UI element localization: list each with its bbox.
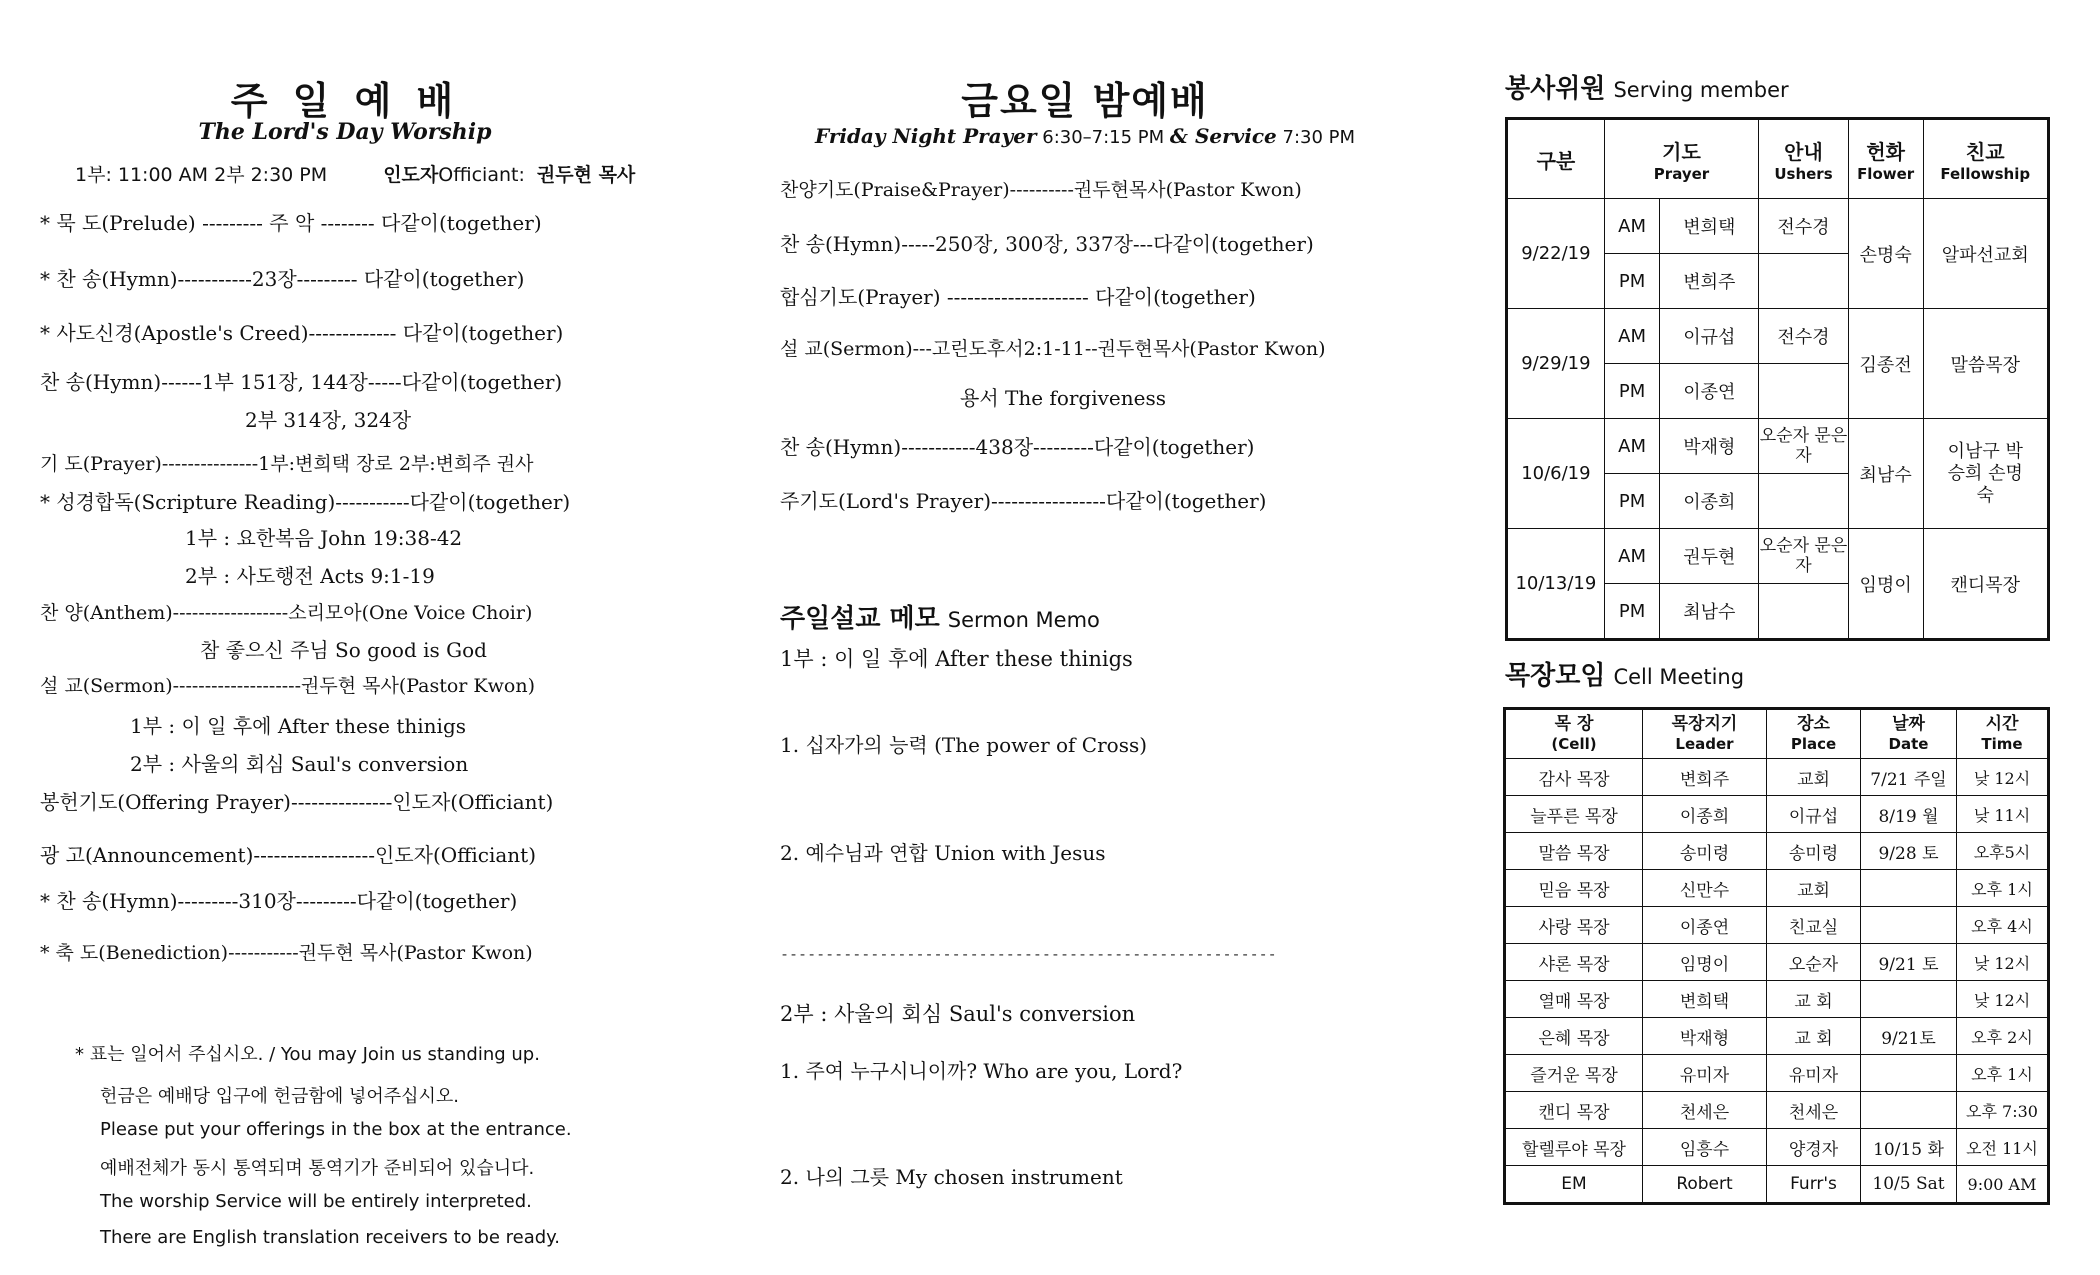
- pm-prayer: 이종연: [1660, 364, 1759, 419]
- scripture-part2: 2부 : 사도행전 Acts 9:1-19: [185, 564, 435, 588]
- friday-lords-prayer: 주기도(Lord's Prayer)-----------------다같이(together): [780, 489, 1267, 513]
- anthem-title: 참 좋으신 주님 So good is God: [200, 638, 487, 662]
- friday-prayer-label: Friday Night Prayer: [814, 124, 1037, 148]
- order-hymn-2: 찬 송(Hymn)------1부 151장, 144장-----다같이(together): [40, 370, 563, 394]
- am-label: AM: [1604, 309, 1660, 364]
- header-prayer-ko: 기도: [1662, 139, 1701, 164]
- cell-date: 10/5 Sat: [1861, 1166, 1957, 1204]
- memo-heading: [780, 598, 1100, 635]
- am-prayer: 변희택: [1660, 199, 1759, 254]
- order-offering-prayer: 봉헌기도(Offering Prayer)---------------인도자(Officiant): [40, 790, 554, 814]
- cell-place: Furr's: [1767, 1166, 1861, 1204]
- sermon-part1: 1부 : 이 일 후에 After these thinigs: [130, 714, 467, 738]
- sunday-times-line: [75, 160, 635, 187]
- header-cell: [1505, 709, 1643, 759]
- cell-table-body: [1505, 759, 2049, 1204]
- table-row: [1505, 944, 2049, 981]
- cell-name: 말씀 목장: [1505, 833, 1643, 870]
- header-flower-en: Flower: [1857, 164, 1915, 183]
- table-row: [1505, 1166, 2049, 1204]
- header-leader-ko: 목장지기: [1671, 714, 1738, 734]
- note-offering-en: Please put your offerings in the box at the entrance.: [100, 1119, 572, 1140]
- am-usher: 전수경: [1759, 309, 1849, 364]
- flower: 손명숙: [1848, 199, 1923, 309]
- fellowship: 알파선교회: [1923, 199, 2049, 309]
- serving-heading-en: Serving member: [1613, 78, 1789, 102]
- friday-united-prayer: 합심기도(Prayer) --------------------- 다같이(together): [780, 285, 1256, 309]
- cell-name: 할렐루야 목장: [1505, 1129, 1643, 1166]
- table-row: [1505, 1055, 2049, 1092]
- cell-date: [1861, 981, 1957, 1018]
- cell-time: 오후 7:30: [1957, 1092, 2049, 1129]
- header-ushers-en: Ushers: [1774, 164, 1833, 183]
- cell-name: 즐거운 목장: [1505, 1055, 1643, 1092]
- order-sermon: 설 교(Sermon)--------------------권두현 목사(Pastor Kwon): [40, 675, 535, 697]
- cell-date: [1861, 870, 1957, 907]
- cell-leader: 이종연: [1643, 907, 1767, 944]
- cell-time: 오후 4시: [1957, 907, 2049, 944]
- header-place-en: Place: [1790, 735, 1837, 753]
- cell-date: [1861, 907, 1957, 944]
- cell-heading: [1505, 655, 1744, 692]
- am-usher: 오순자 문은자: [1759, 529, 1849, 584]
- order-hymn-1: * 찬 송(Hymn)-----------23장--------- 다같이(together): [40, 267, 525, 291]
- header-ushers-ko: 안내: [1784, 139, 1823, 164]
- pm-label: PM: [1604, 254, 1660, 309]
- cell-date: 9/21 토: [1861, 944, 1957, 981]
- header-cell-ko: 목 장: [1554, 714, 1594, 734]
- cell-header-row: [1505, 709, 2049, 759]
- cell-meeting-table: [1503, 707, 2050, 1205]
- header-time-en: Time: [1981, 735, 2023, 753]
- table-row: [1507, 529, 2049, 584]
- fellowship: 이남구 박승희 손명숙: [1923, 419, 2049, 529]
- cell-name: 믿음 목장: [1505, 870, 1643, 907]
- memo-divider: -------------------------------------------------------: [780, 945, 1277, 963]
- table-row: [1505, 1129, 2049, 1166]
- cell-heading-en: Cell Meeting: [1613, 665, 1745, 689]
- friday-hymn-1: 찬 송(Hymn)-----250장, 300장, 337장---다같이(together): [780, 232, 1314, 256]
- table-row: [1507, 419, 2049, 474]
- serving-header-row: [1507, 119, 2049, 199]
- cell-time: 오후 2시: [1957, 1018, 2049, 1055]
- flower: 임명이: [1848, 529, 1923, 640]
- header-ushers: [1759, 119, 1849, 199]
- table-row: [1505, 1092, 2049, 1129]
- cell-time: 9:00 AM: [1957, 1166, 2049, 1204]
- note-offering-ko: 헌금은 예배당 입구에 헌금함에 넣어주십시오.: [100, 1086, 459, 1107]
- header-prayer-en: Prayer: [1653, 164, 1710, 183]
- header-date: [1861, 709, 1957, 759]
- header-leader: [1643, 709, 1767, 759]
- cell-leader: 박재형: [1643, 1018, 1767, 1055]
- cell-place: 유미자: [1767, 1055, 1861, 1092]
- table-row: [1505, 870, 2049, 907]
- note-receivers-en: There are English translation receivers to be ready.: [100, 1227, 560, 1248]
- header-prayer: [1604, 119, 1758, 199]
- cell-place: 교 회: [1767, 1018, 1861, 1055]
- order-benediction: * 축 도(Benediction)-----------권두현 목사(Pastor Kwon): [40, 942, 533, 964]
- header-fellowship-ko: 친교: [1965, 139, 2005, 164]
- cell-date: 10/15 화: [1861, 1129, 1957, 1166]
- sermon-part2: 2부 : 사울의 회심 Saul's conversion: [130, 752, 469, 776]
- order-announcement: 광 고(Announcement)------------------인도자(Officiant): [40, 843, 537, 867]
- cell-name: 사랑 목장: [1505, 907, 1643, 944]
- order-anthem: 찬 양(Anthem)------------------소리모아(One Voice Choir): [40, 602, 533, 624]
- note-interpretation-en: The worship Service will be entirely interpreted.: [100, 1191, 532, 1212]
- cell-date: 7/21 주일: [1861, 759, 1957, 796]
- flower: 최남수: [1848, 419, 1923, 529]
- cell-date: [1861, 1092, 1957, 1129]
- cell-leader: 송미령: [1643, 833, 1767, 870]
- order-prelude: * 묵 도(Prelude) --------- 주 악 -------- 다같이(together): [40, 211, 542, 235]
- friday-prayer-time: 6:30–7:15 PM: [1036, 127, 1170, 148]
- order-apostles-creed: * 사도신경(Apostle's Creed)------------- 다같이(together): [40, 321, 564, 345]
- cell-name: 샤론 목장: [1505, 944, 1643, 981]
- order-prayer: 기 도(Prayer)---------------1부:변희택 장로 2부:변희주 권사: [40, 453, 534, 475]
- cell-leader: 천세은: [1643, 1092, 1767, 1129]
- fellowship: 캔디목장: [1923, 529, 2049, 640]
- cell-place: 교회: [1767, 870, 1861, 907]
- am-usher: 오순자 문은자: [1759, 419, 1849, 474]
- memo-item2: 2. 예수님과 연합 Union with Jesus: [780, 841, 1106, 865]
- friday-sermon: 설 교(Sermon)---고린도후서2:1-11--권두현목사(Pastor Kwon): [780, 338, 1326, 360]
- memo-part2: 2부 : 사울의 회심 Saul's conversion: [780, 1002, 1136, 1026]
- memo-item3: 1. 주여 누구시니이까? Who are you, Lord?: [780, 1059, 1183, 1083]
- officiant-label-en: Officiant:: [438, 164, 525, 186]
- friday-sermon-title: 용서 The forgiveness: [960, 386, 1166, 410]
- memo-heading-ko: 주일설교 메모: [780, 604, 940, 634]
- cell-leader: 변희택: [1643, 981, 1767, 1018]
- pm-prayer: 최남수: [1660, 584, 1759, 640]
- friday-subtitle: [775, 124, 1395, 148]
- cell-time: 낮 11시: [1957, 796, 2049, 833]
- fellowship: 말씀목장: [1923, 309, 2049, 419]
- cell-date: 8/19 월: [1861, 796, 1957, 833]
- header-fellowship-en: Fellowship: [1940, 164, 2031, 183]
- table-row: [1505, 981, 2049, 1018]
- pm-label: PM: [1604, 364, 1660, 419]
- cell-place: 교 회: [1767, 981, 1861, 1018]
- pm-usher: [1759, 254, 1849, 309]
- am-usher: 전수경: [1759, 199, 1849, 254]
- cell-time: 낮 12시: [1957, 759, 2049, 796]
- serve-date: 9/22/19: [1507, 199, 1605, 309]
- serve-date: 10/6/19: [1507, 419, 1605, 529]
- pm-label: PM: [1604, 474, 1660, 529]
- cell-place: 천세은: [1767, 1092, 1861, 1129]
- cell-place: 송미령: [1767, 833, 1861, 870]
- header-fellowship: [1923, 119, 2049, 199]
- cell-name: EM: [1505, 1166, 1643, 1204]
- am-prayer: 권두현: [1660, 529, 1759, 584]
- table-row: [1505, 759, 2049, 796]
- cell-date: 9/28 토: [1861, 833, 1957, 870]
- cell-place: 이규섭: [1767, 796, 1861, 833]
- friday-title: 금요일 밤예배: [961, 79, 1209, 123]
- table-row: [1505, 1018, 2049, 1055]
- cell-place: 교회: [1767, 759, 1861, 796]
- memo-item4: 2. 나의 그릇 My chosen instrument: [780, 1165, 1123, 1189]
- cell-leader: 임흥수: [1643, 1129, 1767, 1166]
- order-hymn-2-part2: 2부 314장, 324장: [245, 408, 412, 432]
- cell-time: 오후 1시: [1957, 1055, 2049, 1092]
- flower: 김종전: [1848, 309, 1923, 419]
- friday-service-label: Service: [1187, 124, 1277, 148]
- table-row: [1505, 907, 2049, 944]
- header-place: [1767, 709, 1861, 759]
- cell-name: 캔디 목장: [1505, 1092, 1643, 1129]
- officiant-label: 인도자: [383, 164, 439, 186]
- order-hymn-3: * 찬 송(Hymn)---------310장---------다같이(together): [40, 889, 518, 913]
- header-flower-ko: 헌화: [1866, 139, 1905, 164]
- sunday-title: 주 일 예 배: [230, 79, 460, 123]
- cell-leader: 변희주: [1643, 759, 1767, 796]
- cell-time: 낮 12시: [1957, 981, 2049, 1018]
- cell-leader: 임명이: [1643, 944, 1767, 981]
- serving-heading: [1505, 68, 1789, 105]
- pm-prayer: 이종희: [1660, 474, 1759, 529]
- cell-date: 9/21토: [1861, 1018, 1957, 1055]
- pm-usher: [1759, 584, 1849, 640]
- table-row: [1507, 199, 2049, 254]
- memo-item1: 1. 십자가의 능력 (The power of Cross): [780, 733, 1148, 757]
- header-place-ko: 장소: [1797, 714, 1830, 734]
- am-label: AM: [1604, 199, 1660, 254]
- friday-hymn-2: 찬 송(Hymn)-----------438장---------다같이(together): [780, 435, 1255, 459]
- serve-date: 9/29/19: [1507, 309, 1605, 419]
- pm-label: PM: [1604, 584, 1660, 640]
- header-date-en: Date: [1888, 735, 1929, 753]
- memo-heading-en: Sermon Memo: [947, 608, 1100, 632]
- serve-date: 10/13/19: [1507, 529, 1605, 640]
- table-row: [1507, 309, 2049, 364]
- cell-time: 오후5시: [1957, 833, 2049, 870]
- scripture-part1: 1부 : 요한복음 John 19:38-42: [185, 526, 463, 550]
- cell-time: 오후 1시: [1957, 870, 2049, 907]
- am-label: AM: [1604, 419, 1660, 474]
- pm-prayer: 변희주: [1660, 254, 1759, 309]
- cell-name: 은혜 목장: [1505, 1018, 1643, 1055]
- header-time-ko: 시간: [1985, 714, 2019, 734]
- officiant-name: 권두현 목사: [536, 164, 636, 186]
- friday-service-time: 7:30 PM: [1276, 127, 1356, 148]
- note-standing: * 표는 일어서 주십시오. / You may Join us standing up.: [75, 1044, 540, 1065]
- am-prayer: 이규섭: [1660, 309, 1759, 364]
- cell-heading-ko: 목장모임: [1505, 661, 1606, 691]
- cell-place: 친교실: [1767, 907, 1861, 944]
- memo-part1: 1부 : 이 일 후에 After these thinigs: [780, 647, 1133, 671]
- header-time: [1957, 709, 2049, 759]
- header-cell-en: (Cell): [1551, 735, 1597, 753]
- service-times: 1부: 11:00 AM 2부 2:30 PM: [75, 164, 328, 186]
- am-label: AM: [1604, 529, 1660, 584]
- header-date-ko: 날짜: [1892, 714, 1925, 734]
- serving-table: [1505, 117, 2050, 641]
- am-prayer: 박재형: [1660, 419, 1759, 474]
- header-gubun: 구분: [1507, 119, 1605, 199]
- cell-leader: 신만수: [1643, 870, 1767, 907]
- cell-leader: Robert: [1643, 1166, 1767, 1204]
- header-flower: [1848, 119, 1923, 199]
- cell-name: 열매 목장: [1505, 981, 1643, 1018]
- pm-usher: [1759, 364, 1849, 419]
- table-row: [1505, 796, 2049, 833]
- cell-place: 양경자: [1767, 1129, 1861, 1166]
- friday-praise-prayer: 찬양기도(Praise&Prayer)----------권두현목사(Pastor Kwon): [780, 179, 1302, 201]
- cell-time: 낮 12시: [1957, 944, 2049, 981]
- note-interpretation-ko: 예배전체가 동시 통역되며 통역기가 준비되어 있습니다.: [100, 1158, 535, 1179]
- pm-usher: [1759, 474, 1849, 529]
- sunday-subtitle: The Lord's Day Worship: [198, 119, 492, 145]
- order-scripture-reading: * 성경합독(Scripture Reading)-----------다같이(together): [40, 490, 571, 514]
- cell-time: 오전 11시: [1957, 1129, 2049, 1166]
- cell-leader: 유미자: [1643, 1055, 1767, 1092]
- cell-date: [1861, 1055, 1957, 1092]
- cell-place: 오순자: [1767, 944, 1861, 981]
- cell-name: 감사 목장: [1505, 759, 1643, 796]
- table-row: [1505, 833, 2049, 870]
- cell-leader: 이종희: [1643, 796, 1767, 833]
- friday-ampersand: &: [1169, 124, 1188, 148]
- cell-name: 늘푸른 목장: [1505, 796, 1643, 833]
- header-leader-en: Leader: [1675, 735, 1734, 753]
- serving-heading-ko: 봉사위원: [1505, 74, 1606, 104]
